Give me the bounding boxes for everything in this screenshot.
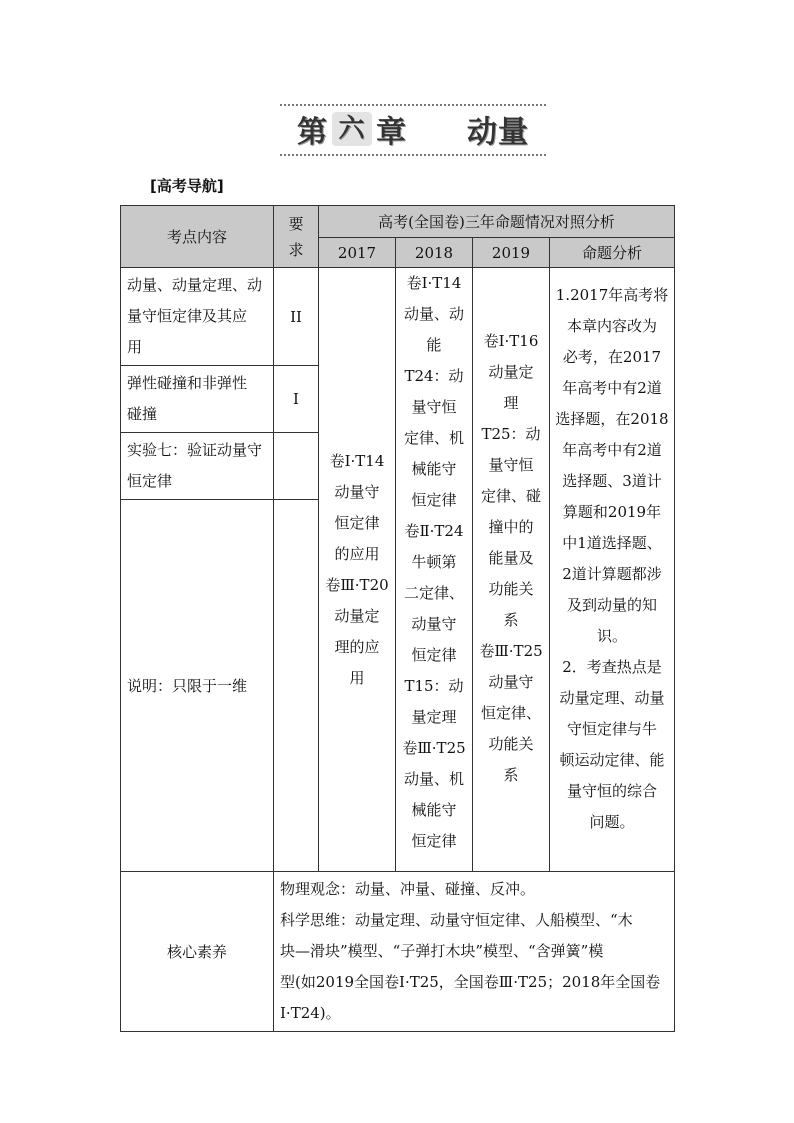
col-2018-line: 卷Ⅲ·T25	[402, 739, 466, 757]
commentary-line: 中1道选择题、	[562, 534, 662, 552]
commentary-line: 必考，在2017	[562, 348, 662, 366]
commentary-line: 2．考查热点是	[562, 658, 662, 676]
header-2019: 2019	[473, 238, 550, 268]
header-content: 考点内容	[121, 206, 274, 268]
col-2018-line: 定律、机	[403, 429, 464, 447]
col-2019-line: 动量定	[488, 363, 534, 381]
exam-guide-label: [高考导航]	[150, 177, 224, 195]
col-2017-line: 的应用	[334, 544, 380, 563]
col-2019-line: 功能关	[488, 580, 534, 598]
col-2017	[319, 268, 396, 872]
chapter-name: 动量	[467, 115, 529, 150]
col-2018	[396, 268, 473, 872]
header-commentary: 命题分析	[550, 238, 675, 268]
header-analysis: 高考(全国卷)三年命题情况对照分析	[319, 206, 675, 238]
col-2018-line: T24：动	[404, 367, 464, 385]
col-2018-line: 卷Ⅰ·T14	[406, 274, 462, 292]
commentary-line: 问题。	[589, 813, 635, 831]
col-2018-line: 械能守	[411, 460, 457, 478]
col-2017-line: 动量定	[334, 606, 380, 625]
core-line: 物理观念：动量、冲量、碰撞、反冲。	[280, 880, 536, 898]
commentary-line: 守恒定律与牛	[567, 720, 658, 738]
chapter-prefix: 第	[297, 115, 328, 150]
col-2018-line: 恒定律	[411, 646, 457, 664]
core-line: 型(如2019全国卷Ⅰ·T25，全国卷Ⅲ·T25；2018年全国卷	[280, 973, 661, 991]
topic-momentum-theorem	[121, 268, 274, 366]
col-2019-line: 恒定律、	[480, 704, 541, 722]
header-requirement-line: 要	[288, 214, 304, 233]
chapter-banner	[280, 104, 546, 154]
col-commentary	[550, 268, 675, 872]
topic-line: 动量、动量定理、动	[127, 276, 263, 294]
requirement-level: I	[274, 366, 319, 433]
col-2018-line: 量定理	[411, 708, 457, 726]
commentary-line: 1.2017年高考将	[555, 286, 669, 304]
header-2018: 2018	[396, 238, 473, 268]
banner-top-divider	[280, 104, 546, 106]
chapter-title	[280, 110, 546, 148]
commentary-line: 选择题，在2018	[555, 410, 669, 428]
col-2019-line: 能量及	[488, 549, 534, 567]
col-2017-line: 理的应	[334, 637, 380, 656]
col-2017-line: 用	[349, 668, 365, 687]
col-2019-line: 定律、碰	[480, 487, 541, 505]
col-2019-line: 功能关	[488, 735, 534, 753]
core-line: 科学思维：动量定理、动量守恒定律、人船模型、“木	[280, 911, 633, 929]
col-2018-line: 动量、机	[403, 770, 464, 788]
topic-line: 碰撞	[127, 405, 158, 423]
col-2019-line: 卷Ⅲ·T25	[479, 642, 543, 660]
col-2017-line: 卷Ⅰ·T14	[329, 451, 385, 470]
exam-guide-table	[120, 205, 675, 1032]
col-2018-line: 量守恒	[411, 398, 457, 416]
col-2018-line: 动量守	[411, 615, 457, 633]
col-2019-line: 理	[503, 394, 519, 412]
scope-note: 说明：只限于一维	[121, 500, 274, 872]
header-requirement	[274, 206, 319, 268]
col-2019-line: 卷Ⅰ·T16	[483, 332, 539, 350]
commentary-line: 动量定理、动量	[559, 689, 665, 707]
col-2018-line: T15：动	[404, 677, 464, 695]
core-line: 块—滑块”模型、“子弹打木块”模型、“含弹簧”模	[280, 942, 604, 960]
commentary-line: 及到动量的知	[567, 596, 658, 614]
commentary-line: 本章内容改为	[567, 317, 658, 335]
col-2019-line: 撞中的	[488, 518, 534, 536]
topic-line: 弹性碰撞和非弹性	[127, 374, 248, 392]
topic-line: 用	[127, 338, 143, 356]
commentary-line: 选择题、3道计	[562, 472, 662, 490]
commentary-line: 年高考中有2道	[562, 379, 662, 397]
topic-experiment-seven	[121, 433, 274, 500]
col-2018-line: 能	[426, 336, 442, 354]
col-2018-line: 牛顿第	[411, 553, 457, 571]
header-requirement-line: 求	[288, 240, 304, 259]
topic-line: 恒定律	[127, 472, 173, 490]
col-2019-line: T25：动	[481, 425, 541, 443]
col-2018-line: 恒定律	[411, 491, 457, 509]
col-2019-line: 动量守	[488, 673, 534, 691]
commentary-line: 识。	[597, 627, 628, 645]
col-2019-line: 量守恒	[488, 456, 534, 474]
commentary-line: 年高考中有2道	[562, 441, 662, 459]
requirement-level: II	[274, 268, 319, 366]
col-2018-line: 恒定律	[411, 832, 457, 850]
commentary-line: 算题和2019年	[562, 503, 662, 521]
commentary-line: 2道计算题都涉	[562, 565, 662, 583]
col-2017-line: 恒定律	[334, 513, 380, 532]
col-2019	[473, 268, 550, 872]
requirement-level	[274, 433, 319, 500]
core-line: Ⅰ·T24)。	[280, 1004, 341, 1022]
topic-collisions	[121, 366, 274, 433]
col-2018-line: 械能守	[411, 801, 457, 819]
header-2017: 2017	[319, 238, 396, 268]
col-2017-line: 卷Ⅲ·T20	[325, 575, 389, 594]
col-2018-line: 动量、动	[403, 305, 464, 323]
col-2018-line: 卷Ⅱ·T24	[404, 522, 464, 540]
core-literacy-label: 核心素养	[121, 872, 274, 1032]
col-2018-line: 二定律、	[403, 584, 464, 602]
col-2019-line: 系	[503, 766, 519, 784]
chapter-number: 六	[332, 112, 372, 146]
commentary-line: 顿运动定律、能	[559, 751, 665, 769]
topic-line: 量守恒定律及其应	[127, 307, 248, 325]
col-2017-line: 动量守	[334, 482, 380, 501]
topic-line: 实验七：验证动量守	[127, 441, 263, 459]
chapter-suffix: 章	[376, 115, 407, 150]
commentary-line: 量守恒的综合	[567, 782, 658, 800]
col-2019-line: 系	[503, 611, 519, 629]
scope-note-requirement	[274, 500, 319, 872]
banner-bottom-divider	[280, 154, 546, 156]
core-literacy-text	[274, 872, 675, 1032]
